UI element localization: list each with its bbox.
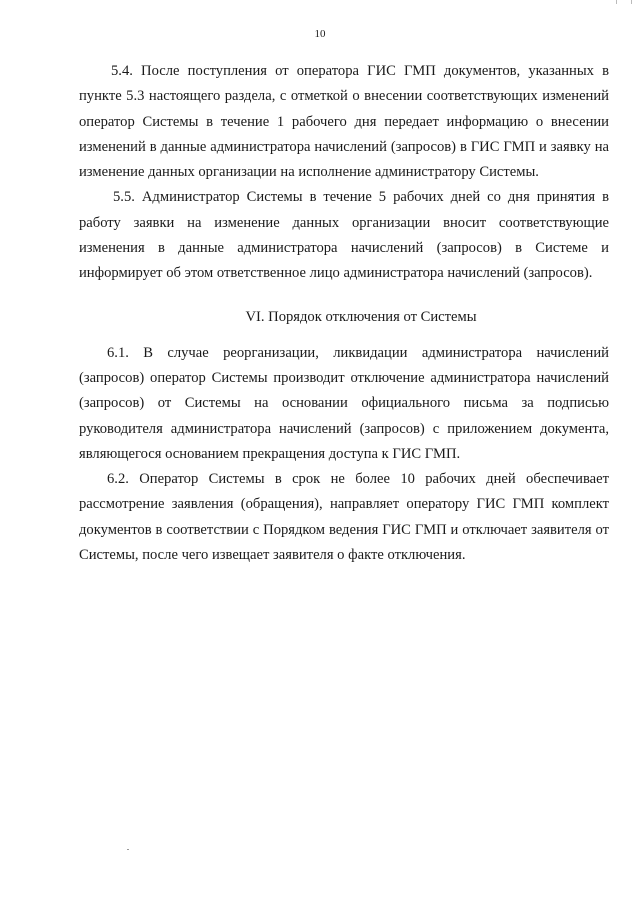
scan-speck — [127, 849, 129, 850]
section-heading-vi: VI. Порядок отключения от Системы — [245, 308, 477, 325]
paragraph-5-5: 5.5. Администратор Системы в течение 5 рабочих дней со дня принятия в работу заявки на изменение данных организации вносит соответствующие изменения в данные администратора начислений (запросов) в Системе и информирует об этом ответственное лицо администратора начислений (запросов). — [79, 189, 609, 282]
paragraph-6-1: 6.1. В случае реорганизации, ликвидации администратора начислений (запросов) оператор Системы производит отключение администратора начислений (запросов) от Системы на основании официального письма за подписью руководителя администратора начислений (запросов) с приложением документа, являющегося основанием прекращения доступа к ГИС ГМП. — [79, 344, 609, 462]
paragraph-6-2: 6.2. Оператор Системы в срок не более 10 рабочих дней обеспечивает рассмотрение заявления (обращения), направляет оператору ГИС ГМП комплект документов в соответствии с Порядком ведения ГИС ГМП и отключает заявителя от Системы, после чего извещает заявителя о факте отключения. — [79, 471, 609, 564]
paragraph-5-4: 5.4. После поступления от оператора ГИС ГМП документов, указанных в пункте 5.3 настоящего раздела, с отметкой о внесении соответствующих изменений оператор Системы в течение 1 рабочего дня передает информацию о внесении изменений в данные администратора начислений (запросов) в ГИС ГМП и заявку на изменение данных организации на исполнение администратору Системы. — [79, 63, 609, 181]
page-number: 10 — [314, 28, 326, 40]
scan-corner-mark — [616, 0, 632, 4]
document-body — [79, 59, 609, 568]
